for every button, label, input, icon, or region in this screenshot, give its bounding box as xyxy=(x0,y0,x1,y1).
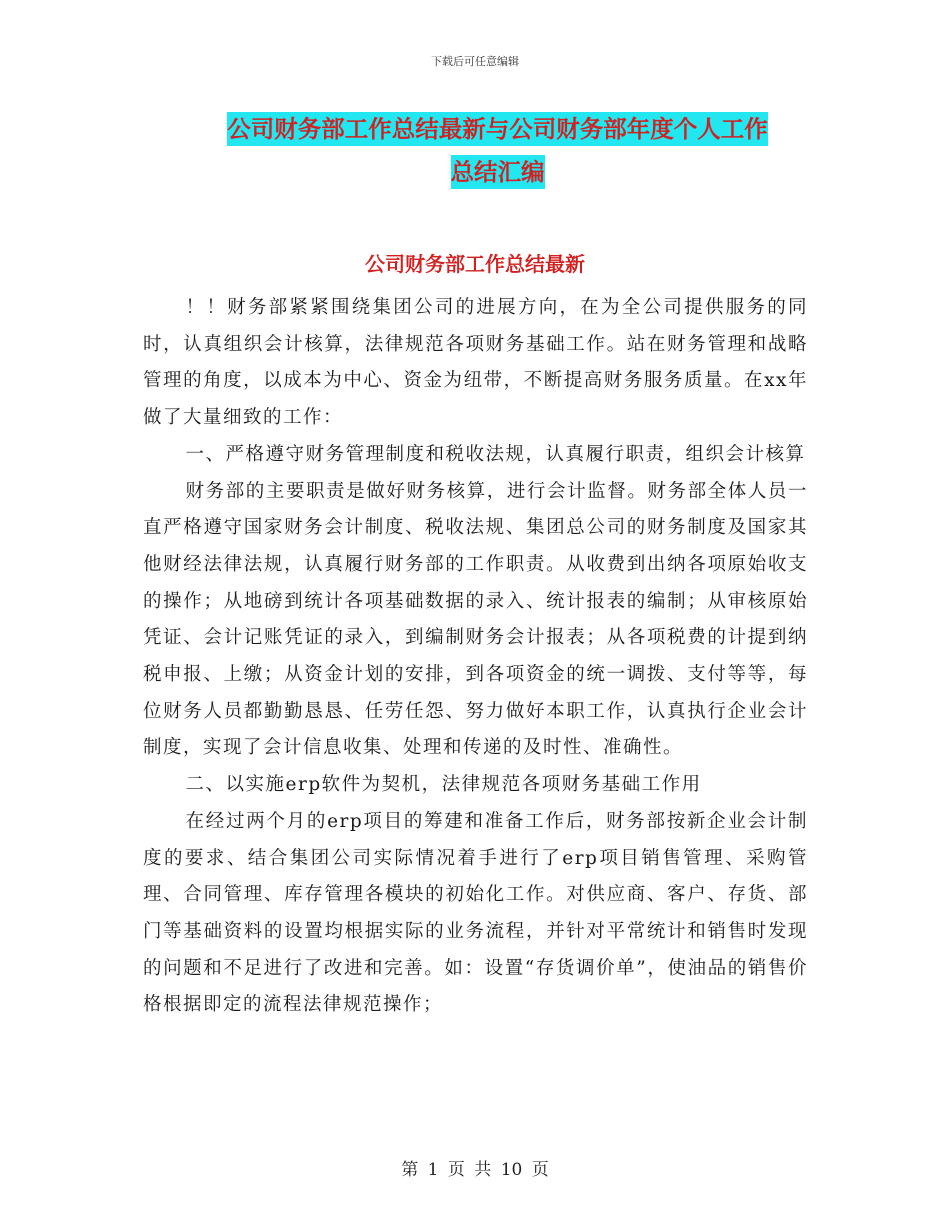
body-text xyxy=(143,290,808,1024)
header-note: 下载后可任意编辑 xyxy=(431,55,519,68)
heading-paragraph: 一、严格遵守财务管理制度和税收法规，认真履行职责，组织会计核算 xyxy=(185,443,806,465)
paragraph: 在经过两个月的erp项目的筹建和准备工作后，财务部按新企业会计制度的要求、结合集团公司实际情况着手进行了erp项目销售管理、采购管理、合同管理、库存管理各模块的初始化工作。对供应商、客户、存货、部门等基础资料的设置均根据实际的业务流程，并针对平常统计和销售时发现的问题和不足进行了改进和完善。如：设置“存货调价单”，使油品的销售价格根据即定的流程法律规范操作； xyxy=(143,810,808,1016)
heading-paragraph: 二、以实施erp软件为契机，法律规范各项财务基础工作用 xyxy=(185,774,702,796)
page-footer: 第 1 页 共 10 页 xyxy=(401,1160,549,1180)
paragraph: 财务部的主要职责是做好财务核算，进行会计监督。财务部全体人员一直严格遵守国家财务会计制度、税收法规、集团总公司的财务制度及国家其他财经法律法规，认真履行财务部的工作职责。从收费到出纳各项原始收支的操作；从地磅到统计各项基础数据的录入、统计报表的编制；从审核原始凭证、会计记账凭证的录入，到编制财务会计报表；从各项税费的计提到纳税申报、上缴；从资金计划的安排，到各项资金的统一调拨、支付等等，每位财务人员都勤勤恳恳、任劳任怨、努力做好本职工作，认真执行企业会计制度，实现了会计信息收集、处理和传递的及时性、准确性。 xyxy=(143,480,808,759)
paragraph: ！！财务部紧紧围绕集团公司的进展方向，在为全公司提供服务的同时，认真组织会计核算，法律规范各项财务基础工作。站在财务管理和战略管理的角度，以成本为中心、资金为纽带，不断提高财务服务质量。在xx年做了大量细致的工作： xyxy=(143,297,808,429)
document-title-line-1: 公司财务部工作总结最新与公司财务部年度个人工作 xyxy=(227,112,768,146)
section-title: 公司财务部工作总结最新 xyxy=(365,252,585,276)
document-title xyxy=(190,108,805,194)
document-title-line-2: 总结汇编 xyxy=(451,155,545,189)
